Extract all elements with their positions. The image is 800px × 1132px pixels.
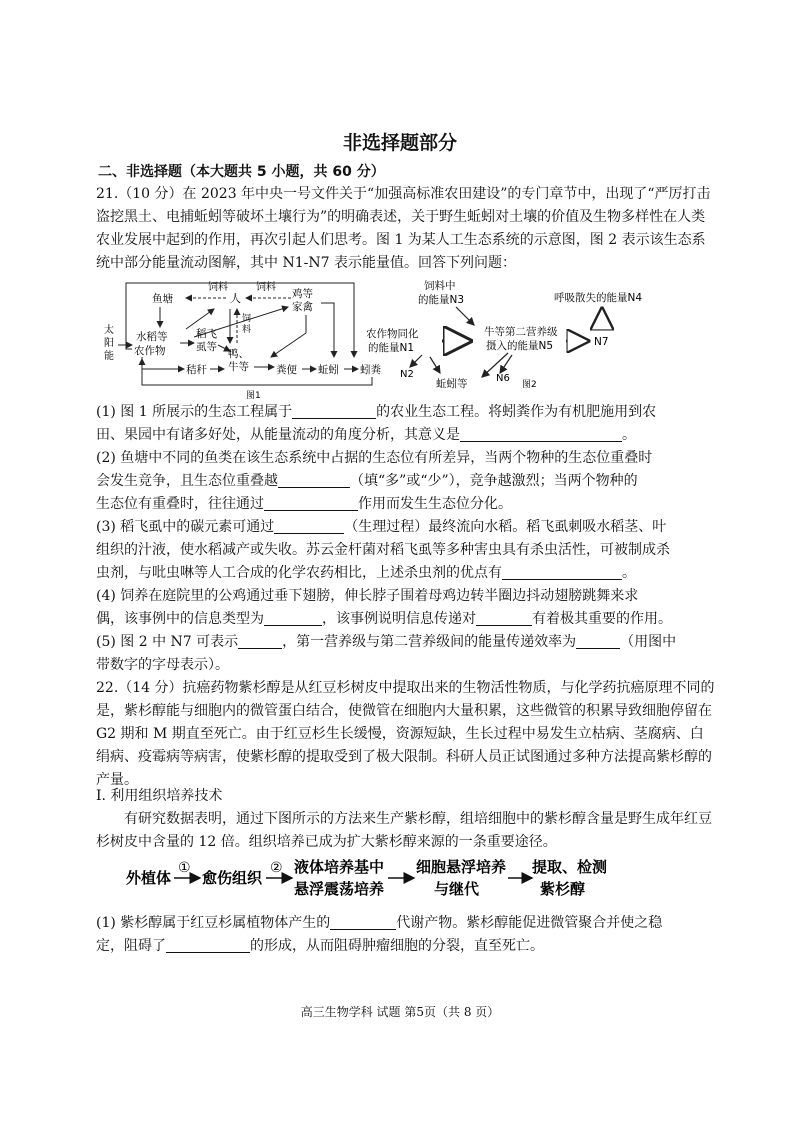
fig1-caption: 图1 bbox=[246, 391, 261, 401]
flow-suspension-2: 与继代 bbox=[434, 880, 480, 898]
flow-suspension-1: 细胞悬浮培养 bbox=[416, 858, 507, 876]
fig1-duck: 鸭、 bbox=[228, 348, 249, 360]
flow-liquid-2: 悬浮震荡培养 bbox=[294, 880, 385, 898]
fig1-wormcast: 蚓粪 bbox=[360, 364, 381, 376]
flow-explant: 外植体 bbox=[126, 869, 172, 887]
q22-paragraph: 有研究数据表明，通过下图所示的方法来生产紫杉醇，组培细胞中的紫杉醇含量是野生成年红豆杉树皮中含量的 12 倍。组织培养已成为扩大紫杉醇来源的一条重要途径。 bbox=[96, 811, 712, 850]
fig2-assim: 农作物同化 bbox=[366, 328, 419, 340]
fig1-feed1: 饲料 bbox=[208, 282, 228, 293]
figure-2 bbox=[366, 279, 642, 390]
fig2-assim-2: 的能量N1 bbox=[368, 342, 415, 354]
page-footer: 高三生物学科 试题 第5页（共 8 页） bbox=[300, 1005, 500, 1019]
fig1-feed2: 饲料 bbox=[256, 282, 276, 293]
tissue-culture-flow bbox=[126, 856, 686, 908]
q22-intro: 22.（14 分）抗癌药物紫杉醇是从红豆杉树皮中提取出来的生物活性物质，与化学药抗癌原理不同的是，紫杉醇能与细胞内的微管蛋白结合，使微管在细胞内大量积累，这些微管的积累导致细胞停留在 G2 期和 M 期直至死亡。由于红豆杉生长缓慢，资源短缺，生长过程中易发生立枯病、茎腐病、白绢病、疫霉病等病害，使紫杉醇的提取受到了极大限制。科研人员正试图通过多种方法提高紫杉醇的产量。 bbox=[96, 680, 715, 788]
fig2-feed-energy-2: 的能量N3 bbox=[418, 294, 465, 306]
fig1-straw: 秸秆 bbox=[186, 364, 207, 376]
fig2-caption: 图2 bbox=[522, 380, 537, 390]
fig1-person: 人 bbox=[230, 292, 241, 305]
fig2-cattle-intake: 牛等第二营养级 bbox=[484, 326, 558, 338]
q21-sub5: (5) 图 2 中 N7 可表示 ，第一营养级与第二营养级间的能量传递效率为 （用图中 带数字的字母表示）。 bbox=[96, 634, 677, 673]
q21-sub1: (1) 图 1 所展示的生态工程属于 的农业生态工程。将蚓粪作为有机肥施用到农 田、果园中有诸多好处，从能量流动的角度分析，其意义是 。 bbox=[96, 404, 657, 443]
fig1-poultry-2: 家禽 bbox=[292, 301, 313, 313]
flow-callus: 愈伤组织 bbox=[202, 869, 263, 887]
flow-extract-1: 提取、检测 bbox=[532, 858, 608, 876]
fig1-rice: 水稻等 bbox=[136, 331, 168, 343]
svg-text:料: 料 bbox=[242, 325, 252, 335]
q21-sub4: (4) 饲养在庭院里的公鸡通过垂下翅膀，伸长脖子围着母鸡边转半圈边抖动翅膀跳舞来求 偶，该事例中的信息类型为 ，该事例说明信息传递对 有着极其重要的作用。 bbox=[96, 588, 672, 627]
fig1-fishpond: 鱼塘 bbox=[152, 293, 173, 305]
flow-liquid-1: 液体培养基中 bbox=[294, 858, 385, 876]
fig1-feed3: 饲 bbox=[242, 314, 252, 324]
fig2-n2: N2 bbox=[400, 369, 414, 380]
fig2-n6: N6 bbox=[496, 373, 510, 384]
fig1-planthopper-2: 虱等 bbox=[196, 341, 217, 353]
q21-sub2: (2) 鱼塘中不同的鱼类在该生态系统中占据的生态位有所差异，当两个物种的生态位重叠时 会发生竞争，且生态位重叠越 （填“多”或“少”），竞争越激烈；当两个物种的 生态位有重叠时，往往通过 作用而发生生态位分化。 bbox=[96, 450, 653, 512]
fig1-planthopper: 稻飞 bbox=[196, 328, 217, 340]
flow-step2: ② bbox=[270, 860, 283, 876]
q21-sub3: (3) 稻飞虱中的碳元素可通过 （生理过程）最终流向水稻。稻飞虱刺吸水稻茎、叶 组织的汁液，使水稻减产或失收。苏云金杆菌对稻飞虱等多种害虫具有杀虫活性，可被制成杀 虫剂，与吡虫啉等人工合成的化学农药相比，上述杀虫剂的优点有 。 bbox=[96, 519, 670, 581]
section-heading: 二、非选择题（本大题共 5 小题，共 60 分） bbox=[98, 164, 385, 180]
fig1-earthworm: 蚯蚓 bbox=[318, 364, 339, 376]
fig2-feed-energy: 饲料中 bbox=[424, 280, 456, 292]
figure-1 bbox=[104, 280, 381, 401]
fig2-resp: 呼吸散失的能量N4 bbox=[554, 292, 643, 304]
svg-text:阳: 阳 bbox=[104, 338, 114, 349]
fig1-rice-2: 农作物 bbox=[134, 345, 166, 357]
fig1-poultry: 鸡等 bbox=[292, 288, 313, 300]
fig2-cattle-intake-2: 摄入的能量N5 bbox=[486, 340, 554, 352]
flow-step1: ① bbox=[178, 860, 191, 876]
q21-intro: 21.（10 分）在 2023 年中央一号文件关于“加强高标准农田建设”的专门章节中，出现了“严厉打击盗挖黑土、电捕蚯蚓等破坏土壤行为”的明确表述，关于野生蚯蚓对土壤的价值及生物多样性在人类农业发展中起到的作用，再次引起人们思考。图 1 为某人工生态系统的示意图，图 2 表示该生态系统中部分能量流动图解，其中 N1-N7 表示能量值。回答下列问题： bbox=[96, 186, 711, 271]
figure-svg bbox=[96, 277, 716, 403]
fig1-sun-label: 太 bbox=[104, 325, 114, 336]
q22-sub1: (1) 紫杉醇属于红豆杉属植物体产生的 代谢产物。紫杉醇能促进微管聚合并使之稳 定，阻碍了 的形成，从而阻碍肿瘤细胞的分裂，直至死亡。 bbox=[96, 915, 663, 954]
fig2-n7: N7 bbox=[594, 336, 609, 348]
fig1-cattle: 牛等 bbox=[228, 361, 249, 373]
figure-diagrams bbox=[96, 277, 716, 407]
flow-svg bbox=[126, 856, 686, 904]
fig2-earthworm: 蚯蚓等 bbox=[436, 378, 468, 390]
q22-subhead: I. 利用组织培养技术 bbox=[96, 788, 223, 804]
fig1-manure: 粪便 bbox=[276, 364, 297, 376]
svg-text:能: 能 bbox=[104, 351, 114, 362]
page-title: 非选择题部分 bbox=[342, 132, 457, 154]
flow-extract-2: 紫杉醇 bbox=[540, 880, 586, 898]
